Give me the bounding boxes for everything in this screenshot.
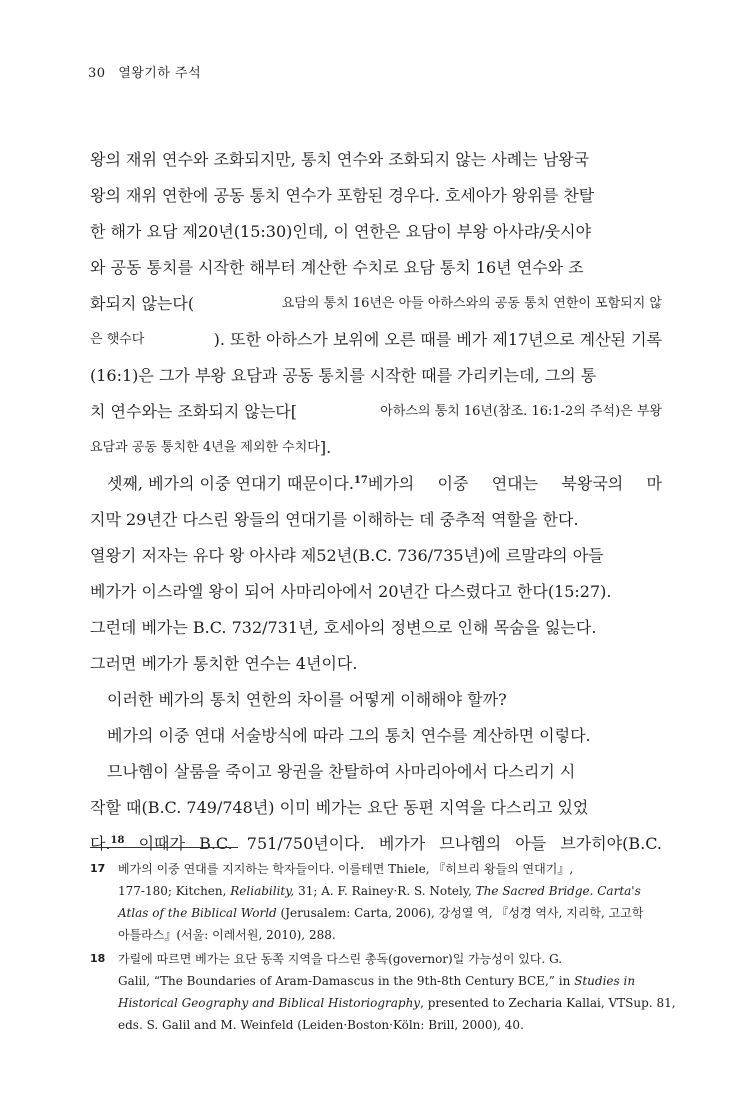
body-text bbox=[90, 142, 662, 862]
inline-note: 은 햇수다 bbox=[90, 332, 145, 347]
text-line: 치 연수와는 조화되지 않는다[ 아하스의 통치 16년(참조. 16:1-2의 주석)은 부왕 bbox=[90, 394, 662, 430]
footnotes bbox=[90, 858, 676, 1038]
text-line: 화되지 않는다( 요담의 통치 16년은 아들 아하스와의 공동 통치 연한이 포함되지 않 bbox=[90, 286, 662, 322]
text-line: 셋째, 베가의 이중 연대기 때문이다. $^{17}$베가의 이중 연대는 북왕국의 마 bbox=[107, 474, 662, 493]
text-line: (16:1)은 그가 부왕 요담과 공동 통치를 시작한 때를 가리키는데, 그의 통 bbox=[90, 366, 597, 385]
text-line: 한 해가 요담 제20년(15:30)인데, 이 연한은 요담이 부왕 아사랴/웃시야 bbox=[90, 222, 592, 241]
text-line: 이러한 베가의 통치 연한의 차이를 어떻게 이해해야 할까? bbox=[107, 690, 507, 709]
text-line: 요담과 공동 통치한 4년을 제외한 수치다 ]. bbox=[90, 430, 662, 466]
text-line: 왕의 재위 연한에 공동 통치 연수가 포함된 경우다. 호세아가 왕위를 찬탈 bbox=[90, 186, 595, 205]
text-line: 그런데 베가는 B.C. 732/731년, 호세아의 정변으로 인해 목숨을 잃는다. bbox=[90, 618, 597, 637]
running-title: 열왕기하 주석 bbox=[118, 66, 202, 81]
inline-note: 아하스의 통치 16년(참조. 16:1-2의 주석)은 부왕 bbox=[380, 404, 662, 419]
text-line: 작할 때(B.C. 749/748년) 이미 베가는 요단 동편 지역을 다스리고 있었 bbox=[90, 798, 589, 817]
text-line: 베가가 이스라엘 왕이 되어 사마리아에서 20년간 다스렸다고 한다(15:27). bbox=[90, 582, 612, 601]
footnote-rule bbox=[90, 847, 238, 848]
text-line: 베가의 이중 연대 서술방식에 따라 그의 통치 연수를 계산하면 이렇다. bbox=[107, 726, 591, 745]
inline-note: 요담과 공동 통치한 4년을 제외한 수치다 bbox=[90, 440, 320, 455]
text-line: 열왕기 저자는 유다 왕 아사랴 제52년(B.C. 736/735년)에 르말랴의 아들 bbox=[90, 546, 604, 565]
footnote-number: 17 bbox=[90, 862, 106, 875]
page-number: 30 bbox=[88, 66, 106, 81]
text-line: 므나헴이 살룸을 죽이고 왕권을 찬탈하여 사마리아에서 다스리기 시 bbox=[107, 762, 576, 781]
text-line: 와 공동 통치를 시작한 해부터 계산한 수치로 요담 통치 16년 연수와 조 bbox=[90, 258, 584, 277]
text-line: 다.$^{18}$ 이때가 B.C. 751/750년이다. 베가가 므나헴의 아들 브가히야(B.C. bbox=[90, 834, 662, 853]
text-line: 그러면 베가가 통치한 연수는 4년이다. bbox=[90, 654, 358, 673]
footnote-ref-17[interactable]: 17 bbox=[353, 475, 368, 486]
footnote-ref-18[interactable]: 18 bbox=[110, 835, 125, 846]
text-line: 지막 29년간 다스린 왕들의 연대기를 이해하는 데 중추적 역할을 한다. bbox=[90, 510, 579, 529]
text-line: 은 햇수다 ). 또한 아하스가 보위에 오른 때를 베가 제17년으로 계산된 기록 bbox=[90, 322, 662, 358]
text-line: 왕의 재위 연수와 조화되지만, 통치 연수와 조화되지 않는 사례는 남왕국 bbox=[90, 150, 590, 169]
inline-note: 요담의 통치 16년은 아들 아하스와의 공동 통치 연한이 포함되지 않 bbox=[281, 296, 662, 311]
footnote-number: 18 bbox=[90, 952, 106, 965]
footnote-18: 18 가릴에 따르면 베가는 요단 동쪽 지역을 다스린 총독(governor)일 가능성이 있다. G. Galil, “The Boundaries of Aram-Damascus in the 9th-8th Century BCE,” in Studies in Historical Geography and Biblical Historiography, presented to Zecharia Kallai, VTSup. 81, eds. S. Galil and M. Weinfeld (Leiden·Boston·Köln: Brill, 2000), 40. bbox=[90, 948, 662, 1036]
running-header bbox=[88, 62, 201, 81]
footnote-17: 17 베가의 이중 연대를 지지하는 학자들이다. 이를테면 Thiele, 『히브리 왕들의 연대기』, 177-180; Kitchen, Reliability, 31; A. F. Rainey·R. S. Notely, The Sacred Bridge. Carta's Atlas of the Biblical World (Jerusalem: Carta, 2006), 강성열 역, 『성경 역사, 지리학, 고고학 아틀라스』(서울: 이레서원, 2010), 288. bbox=[90, 858, 662, 946]
